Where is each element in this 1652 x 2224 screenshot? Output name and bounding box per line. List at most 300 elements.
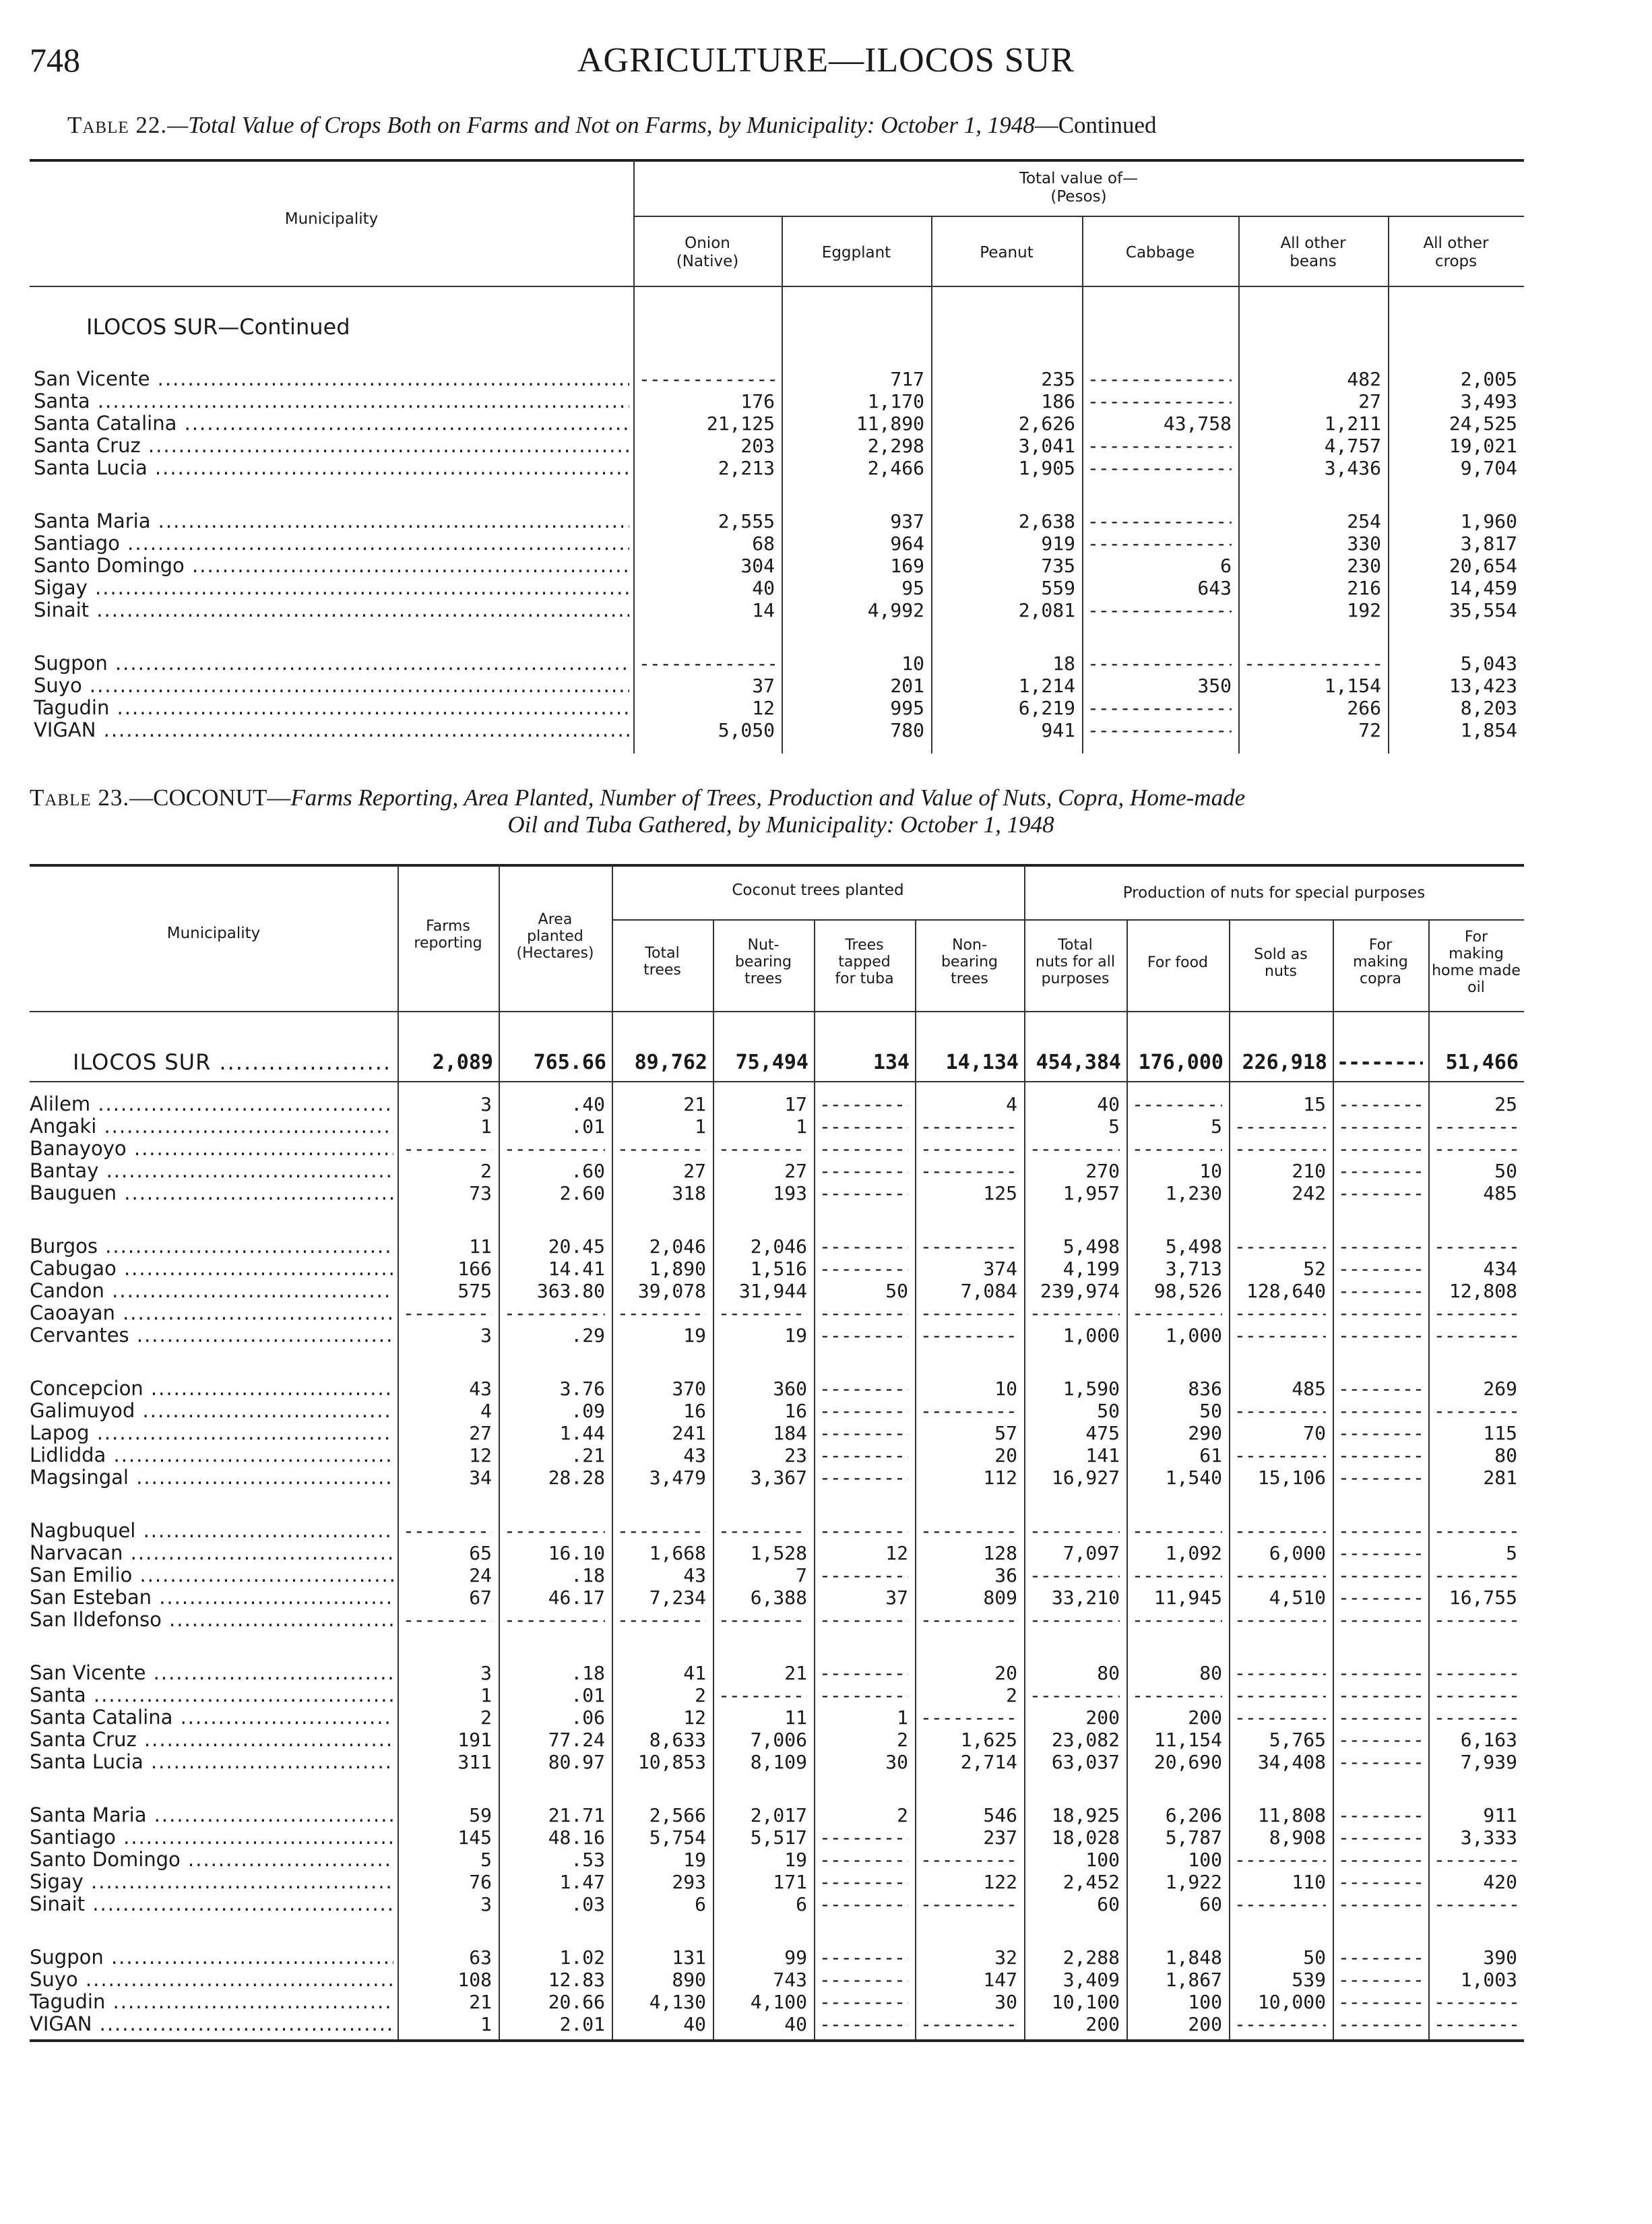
t23-cell-blank: [1029, 1520, 1120, 1542]
t23-cell-blank: [1338, 1871, 1422, 1893]
t22-cell: 2,081: [1018, 599, 1075, 621]
t23-cell-blank: [1132, 1520, 1222, 1542]
t23-cell-blank: [1434, 1662, 1517, 1684]
t22-cell: 8,203: [1460, 697, 1517, 719]
t22-cell: 14,459: [1449, 577, 1517, 599]
t23-cell: 20: [994, 1662, 1017, 1684]
t23-total-cell: 75,494: [735, 1051, 808, 1074]
t23-header-oil-l4: oil: [1467, 979, 1485, 996]
t23-cell: 2: [480, 1160, 492, 1182]
t23-cell: 5,765: [1269, 1729, 1326, 1751]
t23-header-non-l2: bearing: [941, 954, 998, 970]
t23-cell: 70: [1303, 1422, 1326, 1444]
t23-cell: 46.17: [548, 1586, 605, 1609]
t22-header-group-rule: [633, 216, 1524, 217]
t23-cell-blank: [819, 1969, 908, 1991]
t23-cell-blank: [1234, 1684, 1326, 1706]
t23-cell: 100: [1085, 1849, 1120, 1871]
t22-cell: 235: [1041, 368, 1075, 390]
t22-header-peanut: Peanut: [980, 244, 1034, 261]
t23-cell: 6: [796, 1893, 807, 1915]
t23-cell-blank: [1338, 1946, 1422, 1969]
t23-header-sold-l1: Sold as: [1254, 946, 1308, 963]
t23-cell: 7,084: [960, 1280, 1017, 1302]
t23-header-sold-l2: nuts: [1265, 963, 1297, 980]
t23-cell-blank: [1434, 1324, 1517, 1347]
t23-cell: 237: [983, 1826, 1017, 1849]
t23-cell: 2,566: [649, 1804, 706, 1826]
t23-municipality-name: Santo Domingo .....: [30, 1849, 393, 1871]
t23-vline: [713, 921, 714, 2039]
t23-header-total-l2: trees: [643, 962, 681, 979]
t23-cell-blank: [1029, 1138, 1120, 1160]
t23-header-sold: [1229, 946, 1333, 980]
t23-cell: 10,100: [1051, 1991, 1120, 2013]
t23-header-area-l1: Area: [538, 911, 573, 928]
t23-cell: 370: [672, 1378, 706, 1400]
t23-cell-blank: [1434, 1302, 1517, 1324]
t22-cell: 201: [890, 675, 924, 697]
t23-cell-blank: [1029, 1302, 1120, 1324]
t23-vline: [1024, 865, 1025, 2039]
t23-cell: 12,808: [1449, 1280, 1517, 1302]
t23-cell: 80.97: [548, 1751, 605, 1773]
t22-cell: 12: [752, 697, 775, 719]
t23-cell: 30: [885, 1751, 908, 1773]
t23-municipality-name: Santa Lucia .....: [30, 1751, 393, 1773]
t23-cell: 19: [784, 1324, 807, 1347]
t23-cell-blank: [819, 1826, 908, 1849]
t23-cell-blank: [819, 1849, 908, 1871]
t23-municipality-name: Nagbuquel .....: [30, 1520, 393, 1542]
t23-municipality-name: Lidlidda .....: [30, 1444, 393, 1466]
t22-cell-blank: [639, 368, 775, 390]
t23-municipality-name: Tagudin .....: [30, 1991, 393, 2013]
t23-cell-blank: [920, 1893, 1017, 1915]
t23-cell: .18: [571, 1662, 605, 1684]
t23-header-trees-group: Coconut trees planted: [732, 882, 904, 899]
t23-cell: 1: [480, 1684, 492, 1706]
t23-cell: 2: [897, 1804, 908, 1826]
t23-cell: 4,130: [649, 1991, 706, 2013]
t23-cell: 2,046: [649, 1235, 706, 1258]
table23-caption: [30, 784, 1532, 838]
t23-header-non-l3: trees: [951, 970, 988, 987]
t23-cell-blank: [1338, 1466, 1422, 1489]
t23-cell: 5,754: [649, 1826, 706, 1849]
t23-total-cell: 765.66: [533, 1051, 606, 1074]
t23-cell-blank: [819, 1466, 908, 1489]
table23-title-2: Oil and Tuba Gathered, by Municipality: October 1, 1948: [507, 811, 1054, 838]
t22-vline: [1238, 217, 1240, 753]
t23-cell-blank: [1338, 1520, 1422, 1542]
t23-cell: .53: [571, 1849, 605, 1871]
t22-header-onion-l2: (Native): [676, 253, 739, 270]
t22-cell: 254: [1347, 510, 1381, 532]
t22-cell: 304: [740, 555, 775, 577]
t22-cell-blank: [1087, 719, 1232, 741]
t23-cell: 63,037: [1051, 1751, 1120, 1773]
t23-header-copra: [1333, 937, 1428, 987]
t22-header-group: [633, 170, 1524, 206]
t22-vline: [633, 160, 635, 753]
t23-cell: .09: [571, 1400, 605, 1422]
t23-cell-blank: [718, 1302, 807, 1324]
t23-cell-blank: [819, 2013, 908, 2035]
t23-cell-blank: [1338, 2013, 1422, 2035]
t22-cell: 1,154: [1324, 675, 1381, 697]
table23-caption-line1: [30, 784, 1532, 811]
t23-cell: 420: [1483, 1871, 1517, 1893]
t23-cell-blank: [403, 1609, 492, 1631]
t23-cell-blank: [1234, 1400, 1326, 1422]
t23-cell: 16: [784, 1400, 807, 1422]
t23-cell: 184: [773, 1422, 807, 1444]
t22-municipality-name: San Vicente .....: [34, 368, 629, 390]
t22-header-beans-l1: All other: [1280, 235, 1346, 252]
t23-cell: .01: [571, 1684, 605, 1706]
t23-cell: 63: [469, 1946, 492, 1969]
t23-cell-blank: [1338, 1706, 1422, 1729]
t23-cell: 77.24: [548, 1729, 605, 1751]
t23-cell: 65: [469, 1542, 492, 1564]
t23-cell: 3,713: [1165, 1258, 1222, 1280]
t23-cell-blank: [920, 1706, 1017, 1729]
t23-cell: 360: [773, 1378, 807, 1400]
t23-cell-blank: [1132, 1564, 1222, 1586]
t23-cell: 16,927: [1051, 1466, 1120, 1489]
t23-cell: 200: [1085, 2013, 1120, 2035]
t23-cell: 200: [1188, 1706, 1222, 1729]
t23-cell-blank: [718, 1684, 807, 1706]
t23-cell: 390: [1483, 1946, 1517, 1969]
t23-cell: 2.60: [559, 1182, 605, 1204]
t22-cell: 1,905: [1018, 457, 1075, 479]
t22-vline: [1082, 217, 1083, 753]
t23-cell: 23: [784, 1444, 807, 1466]
t23-header-tapped-l2: tapped: [838, 954, 891, 970]
t23-cell: 100: [1188, 1849, 1222, 1871]
t22-cell: 1,211: [1324, 412, 1381, 435]
t23-cell: .21: [571, 1444, 605, 1466]
t23-cell: 52: [1303, 1258, 1326, 1280]
t23-cell: .03: [571, 1893, 605, 1915]
t22-cell: 266: [1347, 697, 1381, 719]
t22-cell-blank: [1244, 652, 1381, 675]
t22-header-group-label: Total value of—: [1019, 170, 1139, 187]
t23-municipality-name: Lapog .....: [30, 1422, 393, 1444]
t23-cell: 12: [683, 1706, 706, 1729]
t23-cell-blank: [1338, 1182, 1422, 1204]
t23-cell-blank: [1434, 1520, 1517, 1542]
t22-cell: 43,758: [1163, 412, 1232, 435]
t23-cell: .60: [571, 1160, 605, 1182]
t23-cell-blank: [1234, 1235, 1326, 1258]
t23-cell: 242: [1292, 1182, 1326, 1204]
t23-cell-blank: [1029, 1684, 1120, 1706]
t23-cell: 743: [773, 1969, 807, 1991]
t22-cell: 10: [901, 652, 924, 675]
t23-cell-blank: [1132, 1093, 1222, 1115]
t23-cell-blank: [1338, 1542, 1422, 1564]
t23-cell: 1,000: [1062, 1324, 1120, 1347]
t23-cell: 21: [683, 1093, 706, 1115]
t23-cell: 67: [469, 1586, 492, 1609]
t23-cell: 10: [1199, 1160, 1222, 1182]
t23-cell-blank: [1338, 1115, 1422, 1138]
t23-cell-blank: [1234, 1706, 1326, 1729]
t23-cell-blank: [1434, 1609, 1517, 1631]
t23-cell: 6: [695, 1893, 706, 1915]
t23-cell-blank: [1338, 1324, 1422, 1347]
t23-cell-blank: [504, 1138, 605, 1160]
t22-municipality-name: Sinait .....: [34, 599, 629, 621]
t23-vline: [1428, 921, 1430, 2039]
t22-cell: 95: [901, 577, 924, 599]
t23-cell: 2,714: [960, 1751, 1017, 1773]
t23-cell: .29: [571, 1324, 605, 1347]
t23-cell: .40: [571, 1093, 605, 1115]
t23-header-copra-l3: copra: [1359, 970, 1402, 987]
t22-cell: 941: [1041, 719, 1075, 741]
t23-cell: 911: [1483, 1804, 1517, 1826]
t23-cell: 475: [1085, 1422, 1120, 1444]
t23-cell: 39,078: [637, 1280, 706, 1302]
t23-cell-blank: [920, 1115, 1017, 1138]
t23-cell: 37: [885, 1586, 908, 1609]
t23-cell: 80: [1097, 1662, 1120, 1684]
t23-cell-blank: [1338, 1804, 1422, 1826]
table23-title-1: Farms Reporting, Area Planted, Number of Trees, Production and Value of Nuts, Copra, Home-made: [290, 784, 1246, 811]
t22-cell: 230: [1347, 555, 1381, 577]
t23-header-totalnuts: [1024, 937, 1126, 987]
t23-cell: 61: [1199, 1444, 1222, 1466]
t23-cell: 5,498: [1062, 1235, 1120, 1258]
t23-cell: 50: [1097, 1400, 1120, 1422]
t23-cell: 1,003: [1460, 1969, 1517, 1991]
t22-municipality-name: Suyo .....: [34, 675, 629, 697]
t22-cell: 2,005: [1460, 368, 1517, 390]
t23-cell: 485: [1292, 1378, 1326, 1400]
t23-municipality-name: Sigay .....: [30, 1871, 393, 1893]
t22-vline: [931, 217, 932, 753]
t23-cell: 1,890: [649, 1258, 706, 1280]
t23-total-cell: 134: [872, 1051, 910, 1074]
t23-cell: 20: [994, 1444, 1017, 1466]
t23-cell: 485: [1483, 1182, 1517, 1204]
table22-suffix: —Continued: [1034, 112, 1157, 138]
t23-cell: 290: [1188, 1422, 1222, 1444]
t22-cell: 72: [1358, 719, 1381, 741]
t23-cell: 99: [784, 1946, 807, 1969]
t23-cell: 40: [683, 2013, 706, 2035]
t22-cell: 2,466: [867, 457, 924, 479]
t23-cell: 241: [672, 1422, 706, 1444]
t23-cell-blank: [1029, 1564, 1120, 1586]
t22-group-heading: ILOCOS SUR—Continued: [86, 314, 350, 340]
t22-municipality-name: Sugpon .....: [34, 652, 629, 675]
t23-cell-blank: [1132, 1684, 1222, 1706]
t23-cell: 5,498: [1165, 1235, 1222, 1258]
t22-cell: 2,298: [867, 435, 924, 457]
t23-cell: 363.80: [536, 1280, 605, 1302]
t22-municipality-name: Sigay .....: [34, 577, 629, 599]
t23-cell: 1: [480, 1115, 492, 1138]
t23-cell: 1: [480, 2013, 492, 2035]
t23-cell-blank: [718, 1520, 807, 1542]
t23-header-oil: [1428, 929, 1524, 996]
t22-cell: 9,704: [1460, 457, 1517, 479]
t23-cell-blank: [1338, 1280, 1422, 1302]
t23-cell-blank: [1338, 1751, 1422, 1773]
t22-header-municipality: Municipality: [284, 210, 379, 228]
t23-cell: 1,230: [1165, 1182, 1222, 1204]
t23-municipality-name: Santa Maria .....: [30, 1804, 393, 1826]
t23-cell: 27: [784, 1160, 807, 1182]
t23-cell-blank: [920, 1324, 1017, 1347]
t23-cell-blank: [819, 1991, 908, 2013]
t23-cell-blank: [1132, 1138, 1222, 1160]
t23-cell-blank: [819, 1235, 908, 1258]
t23-cell: 20,690: [1153, 1751, 1222, 1773]
t23-cell: 43: [683, 1444, 706, 1466]
t22-cell: 24,525: [1449, 412, 1517, 435]
t22-cell: 735: [1041, 555, 1075, 577]
t23-cell: 836: [1188, 1378, 1222, 1400]
t23-cell: 4: [1006, 1093, 1017, 1115]
t22-header-crops-l1: All other: [1423, 235, 1489, 252]
t23-cell: 2,017: [750, 1804, 807, 1826]
t23-cell: 3: [480, 1324, 492, 1347]
t22-cell: 780: [890, 719, 924, 741]
table22-top-rule: [30, 159, 1524, 162]
t22-cell: 964: [890, 532, 924, 555]
t22-cell: 482: [1347, 368, 1381, 390]
t23-cell: 1,867: [1165, 1969, 1222, 1991]
t23-cell: 32: [994, 1946, 1017, 1969]
t23-cell-blank: [718, 1609, 807, 1631]
t23-municipality-name: Concepcion .....: [30, 1378, 393, 1400]
t22-header-cabbage: Cabbage: [1125, 244, 1195, 261]
t23-cell: 16,755: [1449, 1586, 1517, 1609]
t23-cell: 50: [1303, 1946, 1326, 1969]
t23-cell: 115: [1483, 1422, 1517, 1444]
t23-cell-blank: [1434, 1893, 1517, 1915]
t23-cell-blank: [819, 1093, 908, 1115]
t23-cell: 98,526: [1153, 1280, 1222, 1302]
t23-cell: 318: [672, 1182, 706, 1204]
t23-vline: [814, 921, 815, 2039]
t23-municipality-name: Caoayan .....: [30, 1302, 393, 1324]
t23-cell-blank: [819, 1564, 908, 1586]
t23-cell: 3: [480, 1893, 492, 1915]
t23-cell: 34: [469, 1466, 492, 1489]
t23-header-totalnuts-l2: nuts for all: [1036, 954, 1115, 970]
t22-municipality-name: Tagudin .....: [34, 697, 629, 719]
table22-caption: [67, 112, 1617, 139]
t23-cell: 1,000: [1165, 1324, 1222, 1347]
t22-cell: 717: [890, 368, 924, 390]
t23-cell: 7,097: [1062, 1542, 1120, 1564]
t23-cell: 100: [1188, 1991, 1222, 2013]
t23-header-oil-l1: For: [1464, 929, 1488, 946]
t22-cell: 37: [752, 675, 775, 697]
t22-cell-blank: [1087, 435, 1232, 457]
t23-cell-blank: [1434, 1706, 1517, 1729]
t23-cell: 270: [1085, 1160, 1120, 1182]
t23-cell: 73: [469, 1182, 492, 1204]
t23-header-area-l2: planted: [527, 928, 583, 945]
t22-cell: 21,125: [706, 412, 775, 435]
t23-cell-blank: [1234, 1444, 1326, 1466]
t23-header-total-l1: Total: [645, 945, 680, 962]
t23-cell-blank: [1234, 1115, 1326, 1138]
t23-cell: 193: [773, 1182, 807, 1204]
t23-cell-blank: [1234, 1609, 1326, 1631]
t23-cell: 5: [1211, 1115, 1222, 1138]
t22-cell: 1,170: [867, 390, 924, 412]
t23-cell-blank: [1338, 1093, 1422, 1115]
table23-bottom-rule: [30, 2039, 1524, 2042]
t23-municipality-name: San Emilio .....: [30, 1564, 393, 1586]
t23-cell-blank: [819, 1378, 908, 1400]
t23-cell: 1,625: [960, 1729, 1017, 1751]
t23-cell-blank: [1338, 1849, 1422, 1871]
t23-municipality-name: Santa Cruz .....: [30, 1729, 393, 1751]
t23-cell: 40: [1097, 1093, 1120, 1115]
t23-cell-blank: [920, 1302, 1017, 1324]
t23-municipality-name: Suyo .....: [30, 1969, 393, 1991]
t23-cell: 18,028: [1051, 1826, 1120, 1849]
t22-municipality-name: Santo Domingo .....: [34, 555, 629, 577]
t23-cell-blank: [1338, 1991, 1422, 2013]
t23-cell: 166: [457, 1258, 492, 1280]
t23-cell-blank: [1434, 1400, 1517, 1422]
t23-cell-blank: [1434, 1849, 1517, 1871]
t23-cell-blank: [1234, 2013, 1326, 2035]
t23-cell: 15: [1303, 1093, 1326, 1115]
t23-header-area: [499, 911, 612, 962]
t23-municipality-name: Bauguen .....: [30, 1182, 393, 1204]
t23-cell: 110: [1292, 1871, 1326, 1893]
t22-cell: 3,817: [1460, 532, 1517, 555]
t23-cell: 6,388: [750, 1586, 807, 1609]
t22-cell: 3,041: [1018, 435, 1075, 457]
t23-cell-blank: [1132, 1609, 1222, 1631]
t23-cell-blank: [1234, 1849, 1326, 1871]
t23-cell-blank: [1338, 1258, 1422, 1280]
t23-cell: 1: [796, 1115, 807, 1138]
t23-cell-blank: [504, 1302, 605, 1324]
t23-header-nut: [713, 937, 814, 987]
t23-cell: 16: [683, 1400, 706, 1422]
t23-cell: 1,922: [1165, 1871, 1222, 1893]
t22-municipality-name: Santa .....: [34, 390, 629, 412]
t23-cell: 2: [695, 1684, 706, 1706]
t23-total-cell: 51,466: [1445, 1051, 1519, 1074]
t22-cell: 11,890: [856, 412, 924, 435]
t23-cell-blank: [819, 1400, 908, 1422]
t23-municipality-name: Angaki .....: [30, 1115, 393, 1138]
t23-cell: 2: [1006, 1684, 1017, 1706]
t23-cell: 50: [885, 1280, 908, 1302]
t23-cell: 1: [897, 1706, 908, 1729]
t22-cell: 169: [890, 555, 924, 577]
t23-cell-blank: [617, 1302, 706, 1324]
t23-header-tapped-l1: Trees: [845, 937, 884, 954]
t23-cell-blank: [1338, 1378, 1422, 1400]
t23-cell: 434: [1483, 1258, 1517, 1280]
